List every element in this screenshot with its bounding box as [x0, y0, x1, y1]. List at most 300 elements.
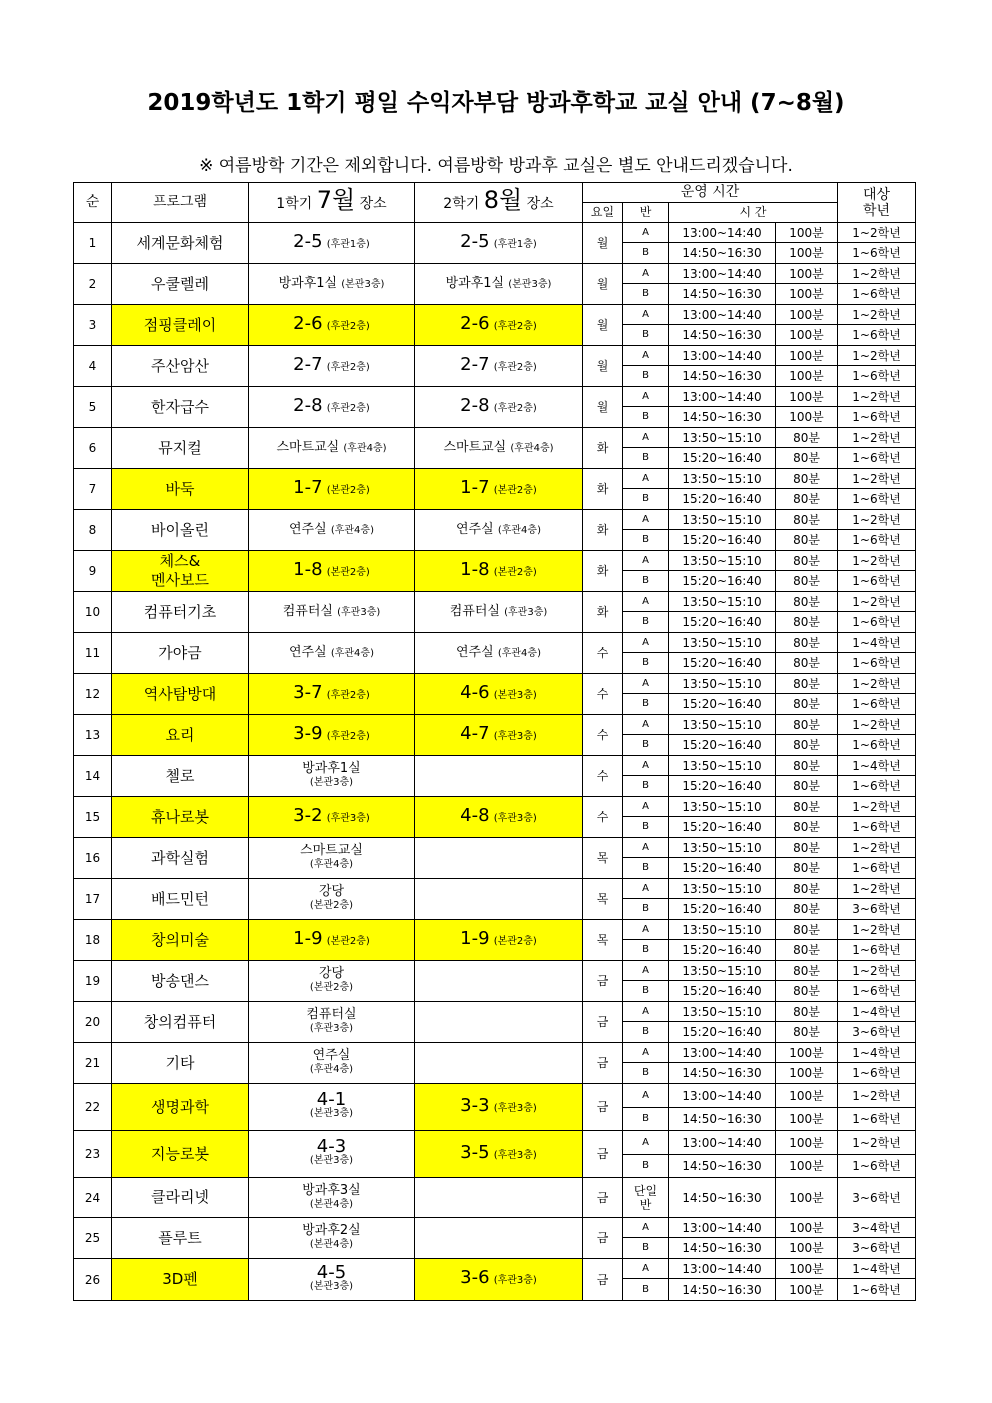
target-grade: 1~6학년 — [838, 694, 916, 715]
class-label: B — [623, 1108, 669, 1131]
aug-room: 4-6 — [460, 681, 490, 703]
class-label: B — [623, 325, 669, 346]
class-label: A — [623, 838, 669, 858]
target-grade: 1~2학년 — [838, 223, 916, 243]
row-number: 23 — [74, 1131, 112, 1178]
jul-building: (후관1층) — [326, 238, 370, 250]
july-location — [249, 1002, 415, 1043]
class-time: 14:50~16:30 — [669, 1108, 776, 1131]
class-time: 13:50~15:10 — [669, 838, 776, 858]
class-duration: 100분 — [776, 1218, 838, 1238]
class-time: 14:50~16:30 — [669, 1279, 776, 1301]
program-name: 역사탐방대 — [112, 674, 249, 715]
class-duration: 100분 — [776, 346, 838, 366]
class-duration: 100분 — [776, 305, 838, 325]
class-time: 15:20~16:40 — [669, 735, 776, 756]
class-duration: 80분 — [776, 1002, 838, 1022]
jul-room: 1-9 — [293, 927, 323, 949]
target-grade: 1~6학년 — [838, 735, 916, 756]
weekday: 수 — [583, 797, 623, 838]
august-location — [415, 838, 583, 879]
jul-building: (후관2층) — [326, 730, 370, 742]
july-location — [249, 1043, 415, 1084]
target-grade: 1~2학년 — [838, 305, 916, 325]
class-duration: 80분 — [776, 797, 838, 817]
class-time: 13:50~15:10 — [669, 633, 776, 653]
target-grade: 1~2학년 — [838, 1131, 916, 1155]
row-number: 24 — [74, 1178, 112, 1218]
weekday: 금 — [583, 961, 623, 1002]
class-time: 13:00~14:40 — [669, 1259, 776, 1279]
jul-room: 방과후1실 — [302, 761, 361, 776]
jul-room: 2-5 — [293, 230, 323, 252]
aug-building: (후관4층) — [497, 647, 541, 659]
jul-building: (본관2층) — [309, 900, 354, 911]
jul-room: 강당 — [318, 884, 345, 899]
class-duration: 100분 — [776, 1043, 838, 1063]
jul-room: 연주실 — [312, 1048, 351, 1063]
class-duration: 100분 — [776, 1084, 838, 1108]
august-location — [415, 797, 583, 838]
weekday: 목 — [583, 838, 623, 879]
class-time: 14:50~16:30 — [669, 366, 776, 387]
jul-building: (후관3층) — [337, 606, 381, 618]
class-label: B — [623, 694, 669, 715]
july-location — [249, 387, 415, 428]
program-name: 한자급수 — [112, 387, 249, 428]
july-location — [249, 223, 415, 264]
august-location — [415, 879, 583, 920]
aug-building: (본관2층) — [493, 935, 537, 947]
aug-building: (후관3층) — [493, 812, 537, 824]
class-duration: 80분 — [776, 510, 838, 530]
class-label: B — [623, 858, 669, 879]
july-location — [249, 1178, 415, 1218]
row-number: 12 — [74, 674, 112, 715]
july-location — [249, 1131, 415, 1178]
class-time: 13:00~14:40 — [669, 1084, 776, 1108]
page-title: 2019학년도 1학기 평일 수익자부담 방과후학교 교실 안내 (7~8월) — [147, 90, 845, 116]
table-row — [74, 715, 916, 735]
august-location — [415, 305, 583, 346]
jul-building: (후관3층) — [326, 812, 370, 824]
row-number: 19 — [74, 961, 112, 1002]
jul-room: 스마트교실 — [300, 843, 363, 858]
august-location — [415, 510, 583, 551]
august-location — [415, 428, 583, 469]
class-time: 13:50~15:10 — [669, 797, 776, 817]
table-row — [74, 633, 916, 653]
jul-room: 4-5 — [316, 1261, 347, 1283]
class-duration: 80분 — [776, 981, 838, 1002]
aug-room: 1-8 — [460, 558, 490, 580]
class-time: 14:50~16:30 — [669, 407, 776, 428]
class-time: 13:50~15:10 — [669, 551, 776, 571]
class-duration: 100분 — [776, 223, 838, 243]
target-grade: 1~2학년 — [838, 264, 916, 284]
class-label: A — [623, 715, 669, 735]
weekday: 화 — [583, 469, 623, 510]
aug-building: (후관3층) — [493, 1102, 537, 1114]
august-location — [415, 1002, 583, 1043]
jul-building: (후관4층) — [343, 442, 387, 454]
program-name: 첼로 — [112, 756, 249, 797]
row-number: 10 — [74, 592, 112, 633]
weekday: 수 — [583, 633, 623, 674]
aug-room: 2-8 — [460, 394, 490, 416]
program-name: 지능로봇 — [112, 1131, 249, 1178]
aug-building: (본관3층) — [493, 689, 537, 701]
class-label: B — [623, 612, 669, 633]
july-location — [249, 1259, 415, 1301]
jul-building: (본관2층) — [326, 935, 370, 947]
jul-room: 연주실 — [289, 644, 327, 660]
july-location — [249, 346, 415, 387]
target-grade: 1~6학년 — [838, 612, 916, 633]
row-number: 9 — [74, 551, 112, 592]
jul-room: 방과후2실 — [302, 1223, 361, 1238]
aug-room: 1-9 — [460, 927, 490, 949]
july-location — [249, 961, 415, 1002]
program-name: 과학실험 — [112, 838, 249, 879]
program-name: 3D펜 — [112, 1259, 249, 1301]
target-grade: 1~4학년 — [838, 1043, 916, 1063]
class-duration: 80분 — [776, 920, 838, 940]
schedule-table — [73, 182, 916, 1301]
class-duration: 80분 — [776, 838, 838, 858]
july-location — [249, 674, 415, 715]
weekday: 수 — [583, 674, 623, 715]
target-grade: 3~6학년 — [838, 899, 916, 920]
august-location — [415, 633, 583, 674]
class-duration: 100분 — [776, 1108, 838, 1131]
class-duration: 80분 — [776, 530, 838, 551]
class-time: 14:50~16:30 — [669, 284, 776, 305]
class-label: B — [623, 899, 669, 920]
class-label: B — [623, 284, 669, 305]
august-location — [415, 592, 583, 633]
row-number: 4 — [74, 346, 112, 387]
program-name: 우쿨렐레 — [112, 264, 249, 305]
aug-building: (후관2층) — [493, 361, 537, 373]
class-label: B — [623, 407, 669, 428]
jul-room: 1-8 — [293, 558, 323, 580]
class-label: A — [623, 756, 669, 776]
class-duration: 100분 — [776, 1259, 838, 1279]
august-location — [415, 1131, 583, 1178]
table-row — [74, 305, 916, 325]
jul-building: (본관2층) — [326, 484, 370, 496]
row-number: 2 — [74, 264, 112, 305]
jul-room: 스마트교실 — [276, 439, 340, 455]
header-august-location — [415, 183, 583, 223]
header-august-place: 장소 — [526, 196, 554, 212]
august-location — [415, 469, 583, 510]
aug-room: 스마트교실 — [443, 439, 507, 455]
jul-building: (본관3층) — [309, 1108, 354, 1119]
jul-room: 강당 — [318, 966, 345, 981]
class-duration: 100분 — [776, 325, 838, 346]
class-time: 15:20~16:40 — [669, 817, 776, 838]
weekday: 금 — [583, 1178, 623, 1218]
target-grade: 1~6학년 — [838, 981, 916, 1002]
target-grade: 3~4학년 — [838, 1218, 916, 1238]
class-time: 15:20~16:40 — [669, 489, 776, 510]
class-time: 13:00~14:40 — [669, 223, 776, 243]
july-location — [249, 879, 415, 920]
jul-building: (후관3층) — [309, 1023, 354, 1034]
program-name: 컴퓨터기초 — [112, 592, 249, 633]
class-label: B — [623, 530, 669, 551]
class-duration: 80분 — [776, 674, 838, 694]
header-program: 프로그램 — [112, 183, 249, 223]
july-location — [249, 305, 415, 346]
class-label: B — [623, 448, 669, 469]
jul-building: (본관3층) — [309, 1280, 354, 1292]
class-label: B — [623, 571, 669, 592]
header-day: 요일 — [583, 203, 623, 223]
target-grade: 1~4학년 — [838, 756, 916, 776]
target-grade: 1~2학년 — [838, 961, 916, 981]
aug-building: (후관4층) — [510, 442, 554, 454]
class-duration: 80분 — [776, 694, 838, 715]
class-time: 13:50~15:10 — [669, 961, 776, 981]
august-location — [415, 387, 583, 428]
header-july-place: 장소 — [359, 196, 387, 212]
target-grade: 1~6학년 — [838, 571, 916, 592]
row-number: 26 — [74, 1259, 112, 1301]
class-duration: 100분 — [776, 1279, 838, 1301]
august-location — [415, 223, 583, 264]
weekday: 월 — [583, 223, 623, 264]
target-grade: 1~2학년 — [838, 838, 916, 858]
header-august-term: 2학기 — [443, 196, 480, 212]
target-grade: 1~6학년 — [838, 325, 916, 346]
august-location — [415, 1084, 583, 1131]
weekday: 목 — [583, 920, 623, 961]
table-row — [74, 674, 916, 694]
class-time: 15:20~16:40 — [669, 448, 776, 469]
class-duration: 80분 — [776, 489, 838, 510]
class-label: A — [623, 551, 669, 571]
target-grade: 1~4학년 — [838, 1002, 916, 1022]
row-number: 3 — [74, 305, 112, 346]
target-grade: 1~6학년 — [838, 653, 916, 674]
aug-room: 컴퓨터실 — [449, 603, 500, 619]
class-time: 13:50~15:10 — [669, 879, 776, 899]
weekday: 금 — [583, 1131, 623, 1178]
header-july-location — [249, 183, 415, 223]
class-duration: 80분 — [776, 817, 838, 838]
class-time: 15:20~16:40 — [669, 940, 776, 961]
schedule-body — [74, 223, 916, 1301]
header-july-month: 7월 — [316, 186, 356, 214]
class-time: 14:50~16:30 — [669, 1063, 776, 1084]
aug-room: 4-7 — [460, 722, 490, 744]
target-grade: 1~2학년 — [838, 346, 916, 366]
header-operating-time: 운영 시간 — [583, 183, 838, 203]
jul-building: (후관2층) — [326, 402, 370, 414]
aug-building: (후관2층) — [493, 402, 537, 414]
class-duration: 80분 — [776, 653, 838, 674]
target-grade: 1~2학년 — [838, 920, 916, 940]
class-duration: 100분 — [776, 366, 838, 387]
row-number: 1 — [74, 223, 112, 264]
august-location — [415, 715, 583, 756]
target-grade: 1~2학년 — [838, 879, 916, 899]
july-location — [249, 756, 415, 797]
target-grade: 1~6학년 — [838, 1063, 916, 1084]
target-grade: 1~2학년 — [838, 428, 916, 448]
july-location — [249, 428, 415, 469]
target-grade: 1~2학년 — [838, 469, 916, 489]
program-name: 창의컴퓨터 — [112, 1002, 249, 1043]
class-time: 15:20~16:40 — [669, 571, 776, 592]
table-row — [74, 1002, 916, 1022]
target-grade: 1~2학년 — [838, 1084, 916, 1108]
class-label: B — [623, 653, 669, 674]
class-time: 15:20~16:40 — [669, 653, 776, 674]
program-name: 플루트 — [112, 1218, 249, 1259]
table-row — [74, 879, 916, 899]
row-number: 25 — [74, 1218, 112, 1259]
aug-building: (본관3층) — [508, 278, 552, 290]
jul-room: 2-6 — [293, 312, 323, 334]
program-name: 뮤지컬 — [112, 428, 249, 469]
target-grade: 1~2학년 — [838, 592, 916, 612]
class-label: A — [623, 592, 669, 612]
table-row — [74, 428, 916, 448]
class-label: A — [623, 797, 669, 817]
table-row — [74, 223, 916, 243]
class-time: 15:20~16:40 — [669, 776, 776, 797]
class-time: 15:20~16:40 — [669, 858, 776, 879]
jul-room: 3-9 — [293, 722, 323, 744]
aug-building: (후관2층) — [493, 320, 537, 332]
class-duration: 80분 — [776, 858, 838, 879]
aug-building: (후관3층) — [493, 730, 537, 742]
target-grade: 3~6학년 — [838, 1178, 916, 1218]
class-label: A — [623, 1002, 669, 1022]
class-duration: 80분 — [776, 469, 838, 489]
header-july-term: 1학기 — [276, 196, 313, 212]
table-row — [74, 1084, 916, 1108]
aug-room: 방과후1실 — [445, 275, 505, 291]
jul-building: (후관4층) — [309, 1064, 354, 1075]
program-name: 배드민턴 — [112, 879, 249, 920]
class-label: A — [623, 879, 669, 899]
table-row — [74, 346, 916, 366]
target-grade: 1~2학년 — [838, 715, 916, 735]
aug-room: 2-7 — [460, 353, 490, 375]
target-grade: 1~6학년 — [838, 858, 916, 879]
aug-room: 1-7 — [460, 476, 490, 498]
class-duration: 80분 — [776, 879, 838, 899]
program-name: 점핑클레이 — [112, 305, 249, 346]
class-label: A — [623, 674, 669, 694]
class-time: 13:50~15:10 — [669, 756, 776, 776]
program-name: 클라리넷 — [112, 1178, 249, 1218]
aug-building: (후관1층) — [493, 238, 537, 250]
class-label: A — [623, 1131, 669, 1155]
class-label: B — [623, 1063, 669, 1084]
class-time: 13:00~14:40 — [669, 1043, 776, 1063]
aug-room: 2-6 — [460, 312, 490, 334]
table-row — [74, 264, 916, 284]
aug-building: (본관2층) — [493, 484, 537, 496]
target-grade: 1~6학년 — [838, 1279, 916, 1301]
class-time: 14:50~16:30 — [669, 1238, 776, 1259]
weekday: 금 — [583, 1002, 623, 1043]
jul-room: 2-7 — [293, 353, 323, 375]
target-grade: 1~2학년 — [838, 510, 916, 530]
august-location — [415, 346, 583, 387]
class-label: A — [623, 346, 669, 366]
row-number: 8 — [74, 510, 112, 551]
class-label: A — [623, 428, 669, 448]
program-name: 바둑 — [112, 469, 249, 510]
jul-room: 컴퓨터실 — [306, 1007, 357, 1022]
weekday: 월 — [583, 305, 623, 346]
class-duration: 80분 — [776, 448, 838, 469]
weekday: 월 — [583, 264, 623, 305]
class-time: 15:20~16:40 — [669, 899, 776, 920]
table-row — [74, 387, 916, 407]
program-name: 방송댄스 — [112, 961, 249, 1002]
jul-room: 3-2 — [293, 804, 323, 826]
class-label: A — [623, 510, 669, 530]
row-number: 6 — [74, 428, 112, 469]
target-grade: 1~4학년 — [838, 633, 916, 653]
program-name: 가야금 — [112, 633, 249, 674]
class-duration: 100분 — [776, 243, 838, 264]
class-duration: 80분 — [776, 756, 838, 776]
weekday: 화 — [583, 551, 623, 592]
class-duration: 100분 — [776, 284, 838, 305]
class-label: B — [623, 243, 669, 264]
row-number: 15 — [74, 797, 112, 838]
target-grade: 3~6학년 — [838, 1238, 916, 1259]
row-number: 20 — [74, 1002, 112, 1043]
jul-building: (본관4층) — [309, 1198, 354, 1210]
august-location — [415, 756, 583, 797]
class-duration: 100분 — [776, 264, 838, 284]
weekday: 금 — [583, 1084, 623, 1131]
july-location — [249, 715, 415, 756]
class-time: 14:50~16:30 — [669, 1178, 776, 1218]
class-time: 13:50~15:10 — [669, 592, 776, 612]
class-duration: 100분 — [776, 1238, 838, 1259]
class-label: B — [623, 776, 669, 797]
class-time: 13:00~14:40 — [669, 1131, 776, 1155]
jul-room: 연주실 — [289, 521, 327, 537]
weekday: 화 — [583, 428, 623, 469]
class-duration: 80분 — [776, 428, 838, 448]
class-label: B — [623, 981, 669, 1002]
jul-building: (후관2층) — [326, 689, 370, 701]
july-location — [249, 920, 415, 961]
aug-room: 4-8 — [460, 804, 490, 826]
august-location — [415, 961, 583, 1002]
jul-room: 4-1 — [316, 1089, 347, 1110]
july-location — [249, 1084, 415, 1131]
table-row — [74, 756, 916, 776]
target-grade: 1~6학년 — [838, 530, 916, 551]
class-time: 13:50~15:10 — [669, 469, 776, 489]
header-class: 반 — [623, 203, 669, 223]
target-grade: 1~2학년 — [838, 551, 916, 571]
weekday: 화 — [583, 510, 623, 551]
